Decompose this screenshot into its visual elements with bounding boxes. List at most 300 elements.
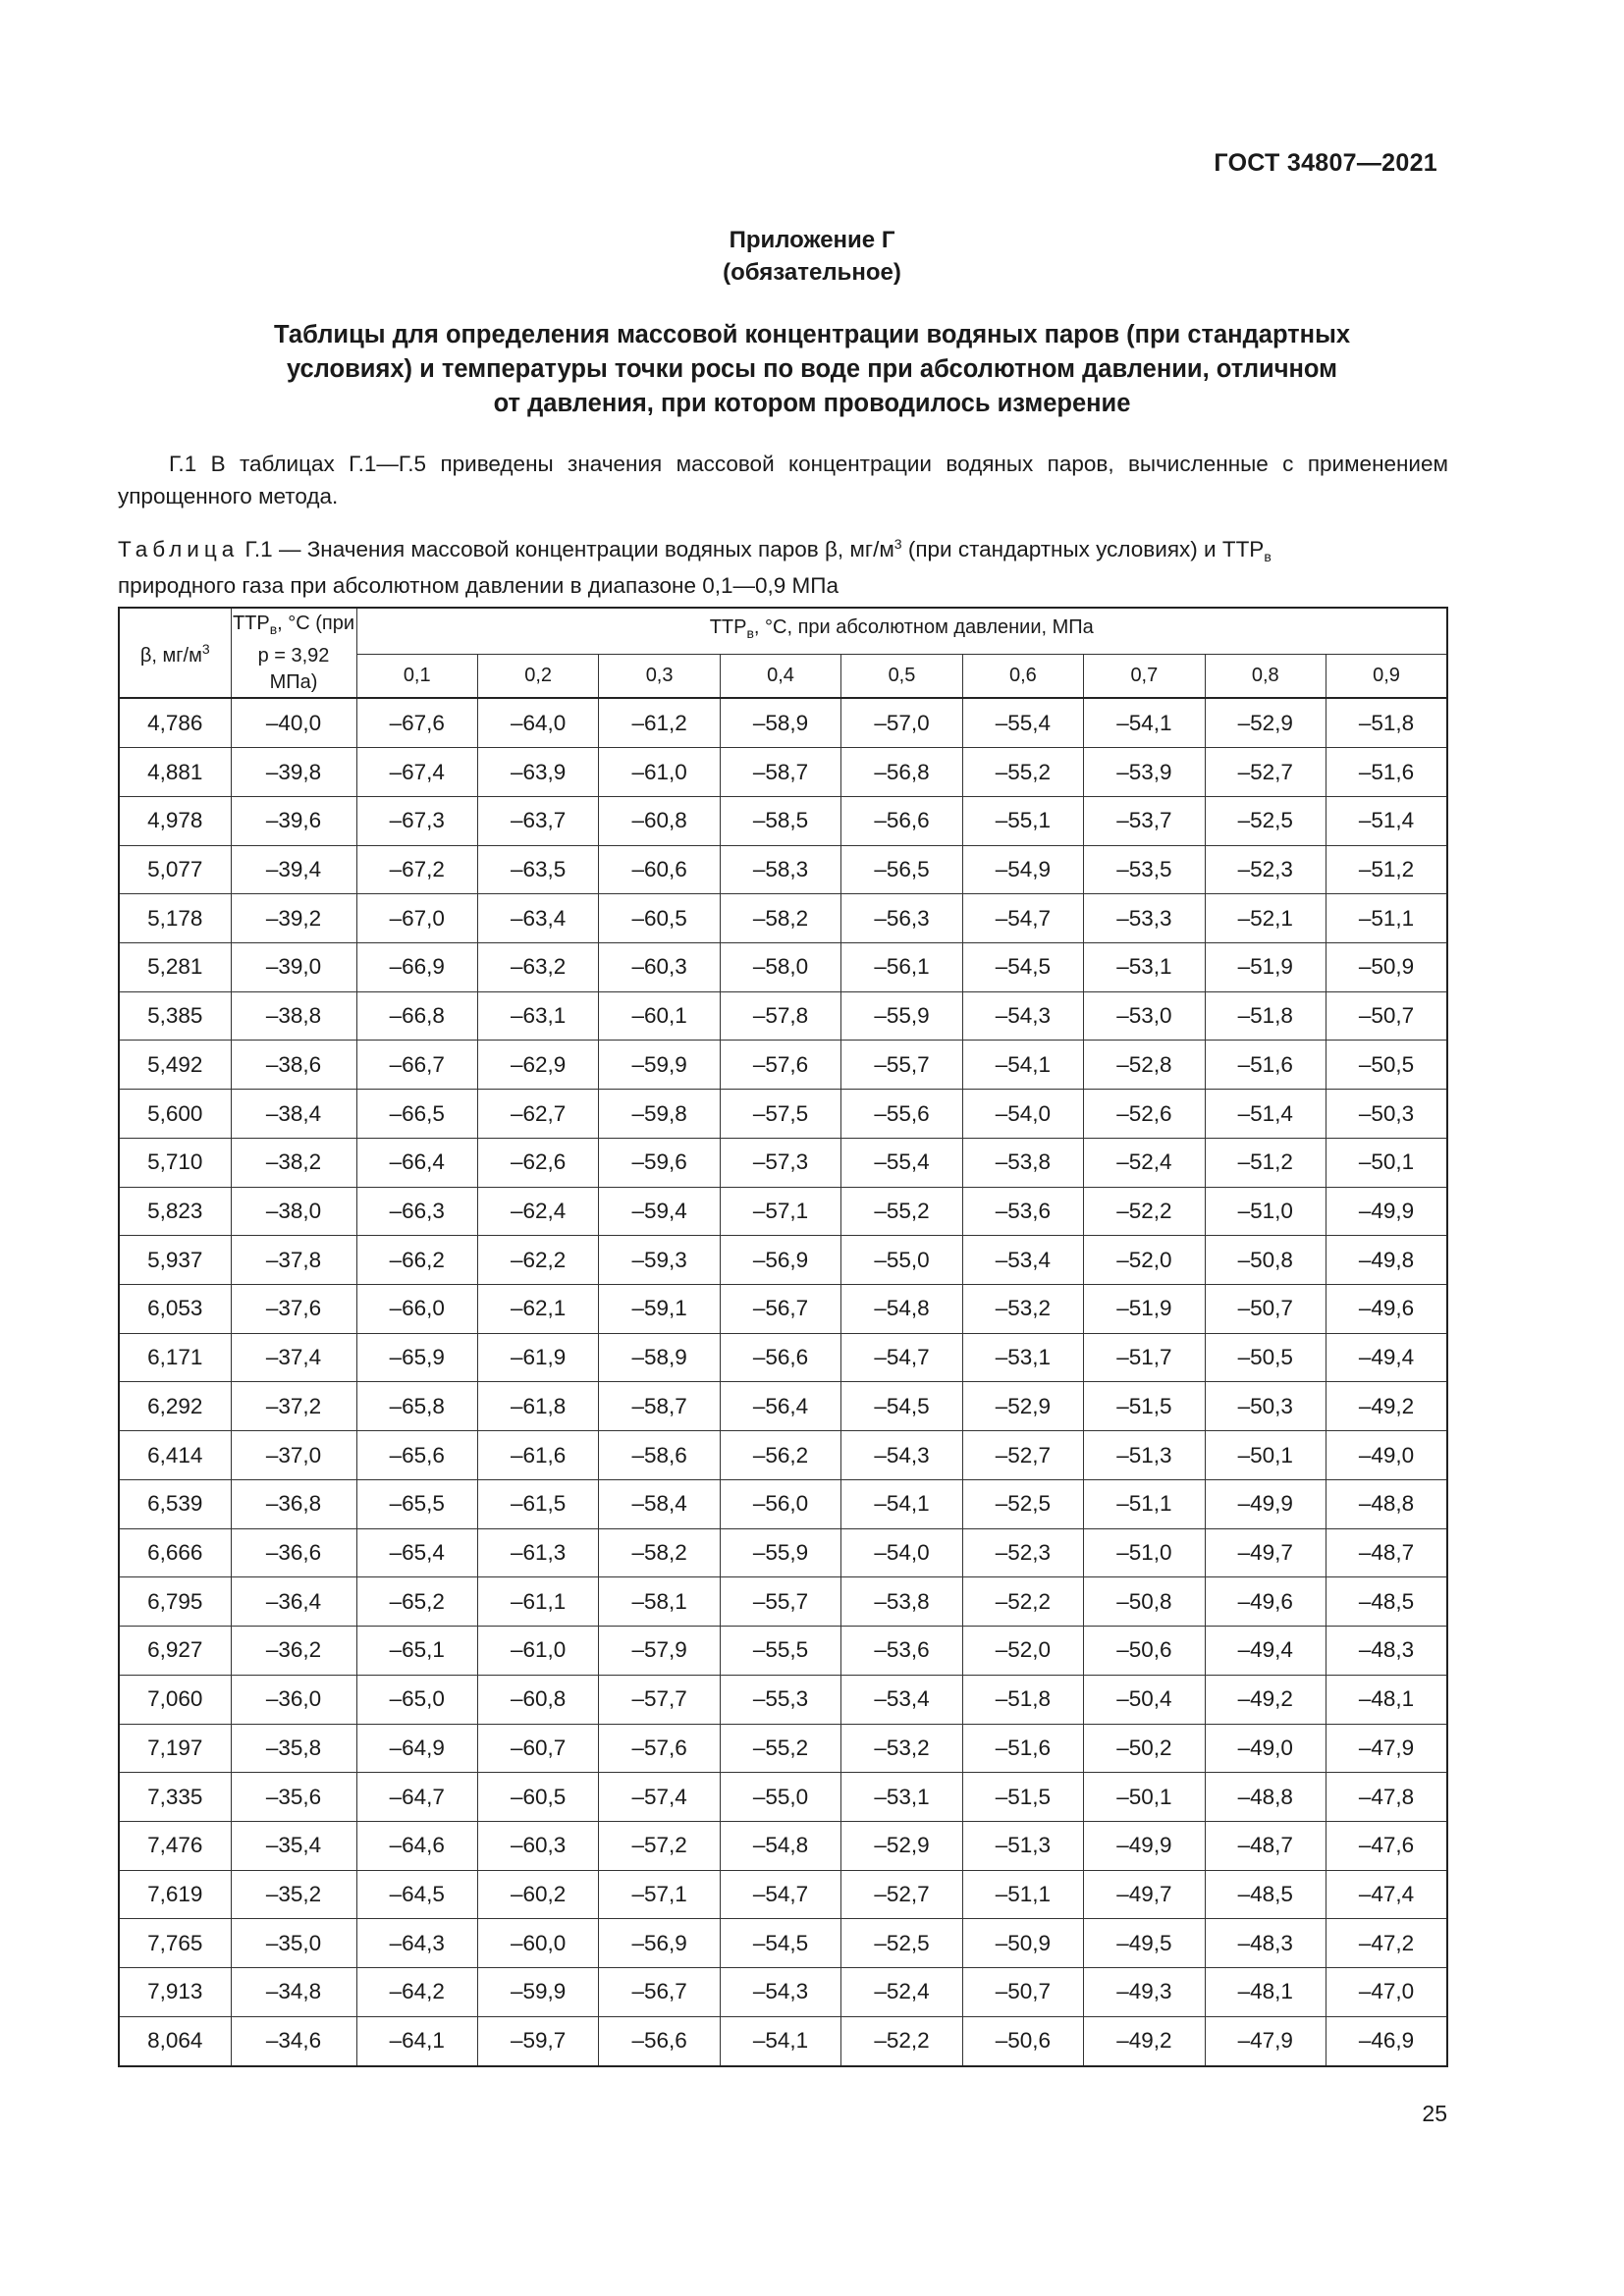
ttr-cell: –51,1 xyxy=(1084,1479,1205,1528)
ttr-cell: –56,6 xyxy=(599,2016,720,2066)
table-row xyxy=(119,943,1447,992)
beta-cell: 7,765 xyxy=(119,1919,231,1968)
ttr-cell: –57,7 xyxy=(599,1675,720,1724)
ttr-cell: –60,3 xyxy=(599,943,720,992)
ttr-cell: –50,9 xyxy=(962,1919,1083,1968)
table-row xyxy=(119,698,1447,748)
ttr-cell: –61,2 xyxy=(599,698,720,748)
pressure-header: 0,4 xyxy=(720,654,840,698)
table-row xyxy=(119,1675,1447,1724)
beta-cell: 6,053 xyxy=(119,1285,231,1334)
ttr-cell: –56,5 xyxy=(841,845,962,894)
ttr-cell: –67,6 xyxy=(356,698,477,748)
ttr-cell: –49,8 xyxy=(1326,1236,1448,1285)
pressure-header: 0,3 xyxy=(599,654,720,698)
ttr-cell: –48,5 xyxy=(1326,1577,1448,1627)
ttr-cell: –54,5 xyxy=(841,1382,962,1431)
ttr-cell: –51,5 xyxy=(962,1773,1083,1822)
ttr-cell: –56,7 xyxy=(720,1285,840,1334)
ttr-cell: –53,5 xyxy=(1084,845,1205,894)
ttr-base-cell: –35,0 xyxy=(231,1919,356,1968)
table-row xyxy=(119,1333,1447,1382)
ttr-cell: –66,0 xyxy=(356,1285,477,1334)
ttr-cell: –56,1 xyxy=(841,943,962,992)
ttr-cell: –65,6 xyxy=(356,1431,477,1480)
ttr-cell: –61,5 xyxy=(477,1479,598,1528)
ttr-base-cell: –35,2 xyxy=(231,1870,356,1919)
ttr-cell: –59,1 xyxy=(599,1285,720,1334)
ttr-cell: –58,3 xyxy=(720,845,840,894)
ttr-cell: –66,7 xyxy=(356,1041,477,1090)
ttr-cell: –54,9 xyxy=(962,845,1083,894)
ttr-cell: –63,5 xyxy=(477,845,598,894)
ttr-cell: –52,2 xyxy=(841,2016,962,2066)
ttr-cell: –62,1 xyxy=(477,1285,598,1334)
table-row xyxy=(119,748,1447,797)
ttr-cell: –58,0 xyxy=(720,943,840,992)
ttr-cell: –47,6 xyxy=(1326,1821,1448,1870)
ttr-base-cell: –39,8 xyxy=(231,748,356,797)
main-title-line: условиях) и температуры точки росы по воде при абсолютном давлении, отличном xyxy=(286,355,1338,383)
ttr-cell: –60,6 xyxy=(599,845,720,894)
ttr-cell: –49,2 xyxy=(1326,1382,1448,1431)
table-row xyxy=(119,1090,1447,1139)
ttr-cell: –54,3 xyxy=(720,1968,840,2017)
ttr-cell: –53,7 xyxy=(1084,796,1205,845)
ttr-cell: –57,1 xyxy=(599,1870,720,1919)
ttr-cell: –66,2 xyxy=(356,1236,477,1285)
ttr-base-cell: –36,0 xyxy=(231,1675,356,1724)
ttr-cell: –51,9 xyxy=(1205,943,1326,992)
pressure-header: 0,9 xyxy=(1326,654,1448,698)
ttr-cell: –49,2 xyxy=(1084,2016,1205,2066)
ttr-cell: –67,2 xyxy=(356,845,477,894)
ttr-cell: –49,9 xyxy=(1326,1187,1448,1236)
ttr-cell: –57,9 xyxy=(599,1627,720,1676)
ttr-cell: –51,1 xyxy=(962,1870,1083,1919)
ttr-cell: –62,4 xyxy=(477,1187,598,1236)
ttr-cell: –52,0 xyxy=(1084,1236,1205,1285)
ttr-cell: –57,4 xyxy=(599,1773,720,1822)
ttr-cell: –57,2 xyxy=(599,1821,720,1870)
main-title-line: Таблицы для определения массовой концентрации водяных паров (при стандартных xyxy=(273,321,1351,348)
ttr-cell: –48,7 xyxy=(1326,1528,1448,1577)
appendix-title: Приложение Г xyxy=(729,227,895,253)
ttr-cell: –55,2 xyxy=(720,1724,840,1773)
ttr-cell: –64,5 xyxy=(356,1870,477,1919)
beta-cell: 7,619 xyxy=(119,1870,231,1919)
ttr-cell: –64,3 xyxy=(356,1919,477,1968)
ttr-cell: –67,0 xyxy=(356,894,477,943)
ttr-cell: –55,2 xyxy=(841,1187,962,1236)
table-row xyxy=(119,991,1447,1041)
ttr-base-cell: –36,2 xyxy=(231,1627,356,1676)
data-table xyxy=(118,607,1448,2067)
ttr-cell: –61,1 xyxy=(477,1577,598,1627)
beta-cell: 6,666 xyxy=(119,1528,231,1577)
ttr-cell: –50,7 xyxy=(962,1968,1083,2017)
ttr-cell: –49,6 xyxy=(1205,1577,1326,1627)
column-header-ttr-base: $ТТР_в$, °С (при р = 3,92 МПа) xyxy=(231,608,356,698)
ttr-cell: –52,7 xyxy=(1205,748,1326,797)
ttr-cell: –50,5 xyxy=(1326,1041,1448,1090)
ttr-cell: –51,9 xyxy=(1084,1285,1205,1334)
ttr-cell: –57,1 xyxy=(720,1187,840,1236)
ttr-cell: –54,1 xyxy=(720,2016,840,2066)
ttr-cell: –53,6 xyxy=(962,1187,1083,1236)
ttr-base-cell: –37,8 xyxy=(231,1236,356,1285)
document-code: ГОСТ 34807—2021 xyxy=(1214,149,1437,177)
ttr-base-cell: –38,8 xyxy=(231,991,356,1041)
beta-cell: 4,978 xyxy=(119,796,231,845)
ttr-cell: –52,9 xyxy=(1205,698,1326,748)
table-row xyxy=(119,1968,1447,2017)
ttr-cell: –52,5 xyxy=(1205,796,1326,845)
ttr-base-cell: –37,2 xyxy=(231,1382,356,1431)
ttr-cell: –65,9 xyxy=(356,1333,477,1382)
table-row xyxy=(119,1528,1447,1577)
ttr-cell: –58,2 xyxy=(720,894,840,943)
ttr-cell: –54,1 xyxy=(841,1479,962,1528)
ttr-base-cell: –38,4 xyxy=(231,1090,356,1139)
ttr-cell: –65,8 xyxy=(356,1382,477,1431)
ttr-cell: –56,9 xyxy=(599,1919,720,1968)
ttr-cell: –47,0 xyxy=(1326,1968,1448,2017)
ttr-cell: –52,0 xyxy=(962,1627,1083,1676)
beta-cell: 5,178 xyxy=(119,894,231,943)
beta-cell: 6,292 xyxy=(119,1382,231,1431)
ttr-cell: –53,4 xyxy=(962,1236,1083,1285)
ttr-cell: –55,0 xyxy=(720,1773,840,1822)
ttr-cell: –51,0 xyxy=(1205,1187,1326,1236)
ttr-cell: –60,5 xyxy=(477,1773,598,1822)
ttr-cell: –64,9 xyxy=(356,1724,477,1773)
beta-cell: 7,197 xyxy=(119,1724,231,1773)
ttr-cell: –54,5 xyxy=(720,1919,840,1968)
ttr-cell: –54,0 xyxy=(841,1528,962,1577)
ttr-cell: –59,3 xyxy=(599,1236,720,1285)
ttr-cell: –51,3 xyxy=(962,1821,1083,1870)
ttr-cell: –64,7 xyxy=(356,1773,477,1822)
pressure-header: 0,7 xyxy=(1084,654,1205,698)
ttr-cell: –49,6 xyxy=(1326,1285,1448,1334)
ttr-cell: –48,1 xyxy=(1205,1968,1326,2017)
table-row xyxy=(119,2016,1447,2066)
ttr-base-cell: –37,4 xyxy=(231,1333,356,1382)
beta-cell: 4,881 xyxy=(119,748,231,797)
ttr-cell: –56,0 xyxy=(720,1479,840,1528)
ttr-cell: –49,0 xyxy=(1205,1724,1326,1773)
ttr-cell: –55,5 xyxy=(720,1627,840,1676)
ttr-cell: –48,5 xyxy=(1205,1870,1326,1919)
caption-text: (при стандартных условиях) и ТТР xyxy=(901,537,1265,561)
ttr-cell: –54,0 xyxy=(962,1090,1083,1139)
ttr-base-cell: –36,4 xyxy=(231,1577,356,1627)
ttr-cell: –50,3 xyxy=(1205,1382,1326,1431)
beta-cell: 5,492 xyxy=(119,1041,231,1090)
ttr-cell: –52,4 xyxy=(841,1968,962,2017)
ttr-cell: –53,2 xyxy=(841,1724,962,1773)
ttr-cell: –65,5 xyxy=(356,1479,477,1528)
ttr-cell: –57,5 xyxy=(720,1090,840,1139)
ttr-cell: –55,9 xyxy=(841,991,962,1041)
ttr-base-cell: –35,8 xyxy=(231,1724,356,1773)
ttr-cell: –48,8 xyxy=(1326,1479,1448,1528)
ttr-base-cell: –39,0 xyxy=(231,943,356,992)
ttr-cell: –64,1 xyxy=(356,2016,477,2066)
beta-cell: 5,823 xyxy=(119,1187,231,1236)
ttr-cell: –48,1 xyxy=(1326,1675,1448,1724)
ttr-base-cell: –38,6 xyxy=(231,1041,356,1090)
ttr-cell: –49,3 xyxy=(1084,1968,1205,2017)
ttr-cell: –54,3 xyxy=(962,991,1083,1041)
main-title xyxy=(157,318,1467,421)
beta-cell: 4,786 xyxy=(119,698,231,748)
ttr-base-cell: –36,6 xyxy=(231,1528,356,1577)
ttr-cell: –60,2 xyxy=(477,1870,598,1919)
ttr-cell: –57,8 xyxy=(720,991,840,1041)
ttr-cell: –55,2 xyxy=(962,748,1083,797)
table-row xyxy=(119,1821,1447,1870)
appendix-heading xyxy=(0,224,1624,289)
ttr-cell: –52,9 xyxy=(841,1821,962,1870)
ttr-cell: –52,2 xyxy=(1084,1187,1205,1236)
ttr-cell: –53,1 xyxy=(1084,943,1205,992)
ttr-cell: –50,2 xyxy=(1084,1724,1205,1773)
beta-cell: 5,077 xyxy=(119,845,231,894)
main-title-line: от давления, при котором проводилось измерение xyxy=(493,390,1131,417)
table-caption xyxy=(118,530,1448,600)
ttr-cell: –50,9 xyxy=(1326,943,1448,992)
ttr-cell: –49,2 xyxy=(1205,1675,1326,1724)
table-row xyxy=(119,1724,1447,1773)
ttr-cell: –55,3 xyxy=(720,1675,840,1724)
ttr-cell: –58,7 xyxy=(599,1382,720,1431)
ttr-cell: –51,4 xyxy=(1205,1090,1326,1139)
ttr-cell: –52,1 xyxy=(1205,894,1326,943)
ttr-cell: –56,6 xyxy=(841,796,962,845)
ttr-cell: –56,4 xyxy=(720,1382,840,1431)
ttr-cell: –57,6 xyxy=(720,1041,840,1090)
ttr-base-cell: –35,6 xyxy=(231,1773,356,1822)
ttr-cell: –53,8 xyxy=(841,1577,962,1627)
ttr-cell: –49,9 xyxy=(1084,1821,1205,1870)
ttr-cell: –50,6 xyxy=(962,2016,1083,2066)
ttr-cell: –64,2 xyxy=(356,1968,477,2017)
ttr-cell: –55,6 xyxy=(841,1090,962,1139)
ttr-cell: –51,6 xyxy=(1326,748,1448,797)
ttr-cell: –48,3 xyxy=(1326,1627,1448,1676)
beta-cell: 5,937 xyxy=(119,1236,231,1285)
ttr-cell: –60,7 xyxy=(477,1724,598,1773)
ttr-cell: –58,4 xyxy=(599,1479,720,1528)
ttr-cell: –60,8 xyxy=(477,1675,598,1724)
ttr-cell: –50,1 xyxy=(1084,1773,1205,1822)
beta-cell: 7,060 xyxy=(119,1675,231,1724)
ttr-cell: –55,0 xyxy=(841,1236,962,1285)
beta-cell: 6,795 xyxy=(119,1577,231,1627)
ttr-cell: –53,6 xyxy=(841,1627,962,1676)
ttr-cell: –50,1 xyxy=(1326,1138,1448,1187)
ttr-cell: –54,5 xyxy=(962,943,1083,992)
ttr-cell: –61,8 xyxy=(477,1382,598,1431)
table-row xyxy=(119,1382,1447,1431)
ttr-base-cell: –37,0 xyxy=(231,1431,356,1480)
ttr-cell: –63,4 xyxy=(477,894,598,943)
table-row xyxy=(119,1627,1447,1676)
ttr-cell: –49,4 xyxy=(1205,1627,1326,1676)
beta-cell: 6,927 xyxy=(119,1627,231,1676)
ttr-base-cell: –39,2 xyxy=(231,894,356,943)
ttr-cell: –50,5 xyxy=(1205,1333,1326,1382)
ttr-cell: –58,1 xyxy=(599,1577,720,1627)
caption-text-line2: природного газа при абсолютном давлении в диапазоне 0,1—0,9 МПа xyxy=(118,573,839,598)
ttr-base-cell: –37,6 xyxy=(231,1285,356,1334)
ttr-cell: –63,9 xyxy=(477,748,598,797)
ttr-cell: –51,5 xyxy=(1084,1382,1205,1431)
table-body xyxy=(119,698,1447,2066)
ttr-base-cell: –38,2 xyxy=(231,1138,356,1187)
ttr-cell: –49,7 xyxy=(1205,1528,1326,1577)
ttr-cell: –52,3 xyxy=(962,1528,1083,1577)
beta-cell: 7,913 xyxy=(119,1968,231,2017)
table-row xyxy=(119,894,1447,943)
ttr-cell: –63,7 xyxy=(477,796,598,845)
ttr-cell: –59,9 xyxy=(477,1968,598,2017)
pressure-header: 0,1 xyxy=(356,654,477,698)
pressure-header: 0,2 xyxy=(477,654,598,698)
ttr-cell: –56,7 xyxy=(599,1968,720,2017)
ttr-cell: –57,6 xyxy=(599,1724,720,1773)
ttr-cell: –58,9 xyxy=(599,1333,720,1382)
ttr-cell: –47,8 xyxy=(1326,1773,1448,1822)
ttr-cell: –60,5 xyxy=(599,894,720,943)
caption-subscript: в xyxy=(1264,549,1272,564)
ttr-cell: –53,4 xyxy=(841,1675,962,1724)
ttr-base-cell: –35,4 xyxy=(231,1821,356,1870)
ttr-cell: –62,6 xyxy=(477,1138,598,1187)
ttr-cell: –61,0 xyxy=(477,1627,598,1676)
ttr-cell: –60,1 xyxy=(599,991,720,1041)
ttr-cell: –57,3 xyxy=(720,1138,840,1187)
table-row xyxy=(119,1870,1447,1919)
caption-superscript: 3 xyxy=(893,536,902,552)
ttr-cell: –56,3 xyxy=(841,894,962,943)
ttr-cell: –51,6 xyxy=(962,1724,1083,1773)
beta-cell: 5,281 xyxy=(119,943,231,992)
beta-cell: 5,710 xyxy=(119,1138,231,1187)
ttr-cell: –52,7 xyxy=(962,1431,1083,1480)
ttr-cell: –50,8 xyxy=(1205,1236,1326,1285)
ttr-cell: –54,7 xyxy=(720,1870,840,1919)
appendix-kind: (обязательное) xyxy=(723,259,901,286)
ttr-cell: –52,5 xyxy=(962,1479,1083,1528)
column-group-header: $ТТР_в$, °С, при абсолютном давлении, МПа xyxy=(356,608,1447,654)
caption-text: Г.1 — Значения массовой концентрации водяных паров β, мг/м xyxy=(239,537,894,561)
ttr-cell: –56,6 xyxy=(720,1333,840,1382)
ttr-cell: –66,3 xyxy=(356,1187,477,1236)
ttr-cell: –51,3 xyxy=(1084,1431,1205,1480)
ttr-cell: –51,0 xyxy=(1084,1528,1205,1577)
table-row xyxy=(119,1431,1447,1480)
ttr-cell: –50,1 xyxy=(1205,1431,1326,1480)
ttr-cell: –58,2 xyxy=(599,1528,720,1577)
ttr-cell: –52,4 xyxy=(1084,1138,1205,1187)
ttr-cell: –52,7 xyxy=(841,1870,962,1919)
beta-cell: 8,064 xyxy=(119,2016,231,2066)
ttr-cell: –65,4 xyxy=(356,1528,477,1577)
intro-paragraph: Г.1 В таблицах Г.1—Г.5 приведены значения массовой концентрации водяных паров, вычисленные с применением упрощенного метода. xyxy=(118,452,1448,508)
ttr-cell: –66,4 xyxy=(356,1138,477,1187)
ttr-cell: –55,7 xyxy=(720,1577,840,1627)
ttr-cell: –62,9 xyxy=(477,1041,598,1090)
ttr-cell: –52,3 xyxy=(1205,845,1326,894)
ttr-base-cell: –40,0 xyxy=(231,698,356,748)
page-number: 25 xyxy=(1422,2101,1447,2126)
ttr-cell: –62,7 xyxy=(477,1090,598,1139)
ttr-cell: –64,0 xyxy=(477,698,598,748)
ttr-cell: –59,7 xyxy=(477,2016,598,2066)
ttr-cell: –54,8 xyxy=(841,1285,962,1334)
ttr-cell: –53,0 xyxy=(1084,991,1205,1041)
ttr-cell: –56,8 xyxy=(841,748,962,797)
ttr-cell: –53,2 xyxy=(962,1285,1083,1334)
ttr-cell: –58,5 xyxy=(720,796,840,845)
ttr-cell: –59,8 xyxy=(599,1090,720,1139)
ttr-cell: –51,7 xyxy=(1084,1333,1205,1382)
ttr-cell: –51,8 xyxy=(1205,991,1326,1041)
ttr-cell: –50,8 xyxy=(1084,1577,1205,1627)
ttr-cell: –48,8 xyxy=(1205,1773,1326,1822)
ttr-cell: –46,9 xyxy=(1326,2016,1448,2066)
ttr-cell: –61,0 xyxy=(599,748,720,797)
ttr-cell: –50,3 xyxy=(1326,1090,1448,1139)
beta-cell: 5,600 xyxy=(119,1090,231,1139)
table-row xyxy=(119,1138,1447,1187)
table-row xyxy=(119,1773,1447,1822)
ttr-cell: –65,0 xyxy=(356,1675,477,1724)
column-header-beta: β, $мг/м^3$ xyxy=(119,608,231,698)
ttr-cell: –60,0 xyxy=(477,1919,598,1968)
beta-cell: 7,476 xyxy=(119,1821,231,1870)
ttr-cell: –62,2 xyxy=(477,1236,598,1285)
ttr-cell: –51,6 xyxy=(1205,1041,1326,1090)
ttr-cell: –50,4 xyxy=(1084,1675,1205,1724)
beta-cell: 7,335 xyxy=(119,1773,231,1822)
table-row xyxy=(119,1479,1447,1528)
ttr-cell: –49,7 xyxy=(1084,1870,1205,1919)
ttr-cell: –53,8 xyxy=(962,1138,1083,1187)
ttr-cell: –59,6 xyxy=(599,1138,720,1187)
ttr-cell: –65,1 xyxy=(356,1627,477,1676)
ttr-cell: –58,9 xyxy=(720,698,840,748)
ttr-cell: –52,6 xyxy=(1084,1090,1205,1139)
ttr-cell: –55,1 xyxy=(962,796,1083,845)
ttr-cell: –64,6 xyxy=(356,1821,477,1870)
beta-cell: 6,539 xyxy=(119,1479,231,1528)
ttr-cell: –47,4 xyxy=(1326,1870,1448,1919)
ttr-cell: –55,9 xyxy=(720,1528,840,1577)
ttr-cell: –47,9 xyxy=(1205,2016,1326,2066)
beta-cell: 6,171 xyxy=(119,1333,231,1382)
ttr-cell: –53,1 xyxy=(962,1333,1083,1382)
ttr-cell: –49,9 xyxy=(1205,1479,1326,1528)
ttr-cell: –49,0 xyxy=(1326,1431,1448,1480)
ttr-cell: –52,9 xyxy=(962,1382,1083,1431)
table-row xyxy=(119,1919,1447,1968)
ttr-cell: –48,7 xyxy=(1205,1821,1326,1870)
ttr-cell: –61,9 xyxy=(477,1333,598,1382)
